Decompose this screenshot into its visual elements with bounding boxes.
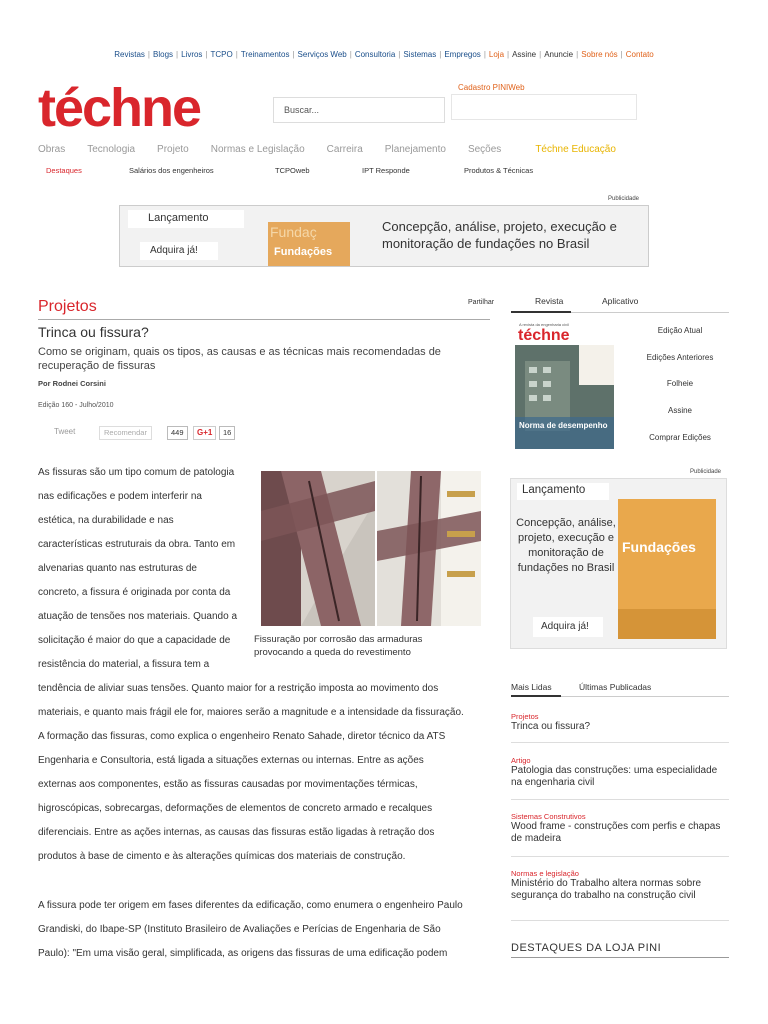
- cadastro-box[interactable]: [451, 94, 637, 120]
- recommend-button[interactable]: Recomendar: [99, 426, 152, 440]
- gplus-count: 16: [219, 426, 235, 440]
- magazine-cover[interactable]: [515, 321, 614, 449]
- top-nav-contato[interactable]: Contato: [625, 49, 654, 59]
- tab-revista-underline: [511, 311, 571, 313]
- list-item-category: Artigo: [511, 756, 531, 765]
- top-nav-consultoria[interactable]: Consultoria: [354, 49, 396, 59]
- sidebar-ad-label: Publicidade: [690, 469, 722, 475]
- list-item[interactable]: [511, 812, 726, 845]
- top-nav-blogs[interactable]: Blogs: [153, 49, 174, 59]
- sidebar-banner-launch: Lançamento: [517, 483, 609, 500]
- sidebar-banner-book: [618, 499, 716, 639]
- book-band: [618, 609, 716, 639]
- body-line: concreto, a fissura é originada por conta da: [38, 587, 231, 598]
- list-divider: [511, 856, 729, 857]
- top-nav-livros[interactable]: Livros: [181, 49, 203, 59]
- top-nav: Revistas | Blogs | Livros | TCPO | Treinamentos | Serviços Web | Consultoria | Sistemas | Empregos | Loja | Assine | Anuncie | Sobre nós | Contato: [0, 46, 768, 62]
- sub-nav-tcpoweb[interactable]: TCPOweb: [275, 166, 310, 175]
- sidebar-banner-message: Concepção, análise, projeto, execução e monitoração de fundações no Brasil: [516, 517, 616, 574]
- body-line: resistência do material, a fissura tem a: [38, 659, 210, 670]
- sub-nav-destaques[interactable]: Destaques: [46, 166, 82, 175]
- body-line: externas aos componentes, estão as fissuras causadas por movimentações térmicas,: [38, 779, 418, 790]
- body-line: alvenarias quanto nas estruturas de: [38, 563, 197, 574]
- body-line: diferenciais. Entre as ações internas, as causas das fissuras estão ligadas à retração dos: [38, 827, 435, 838]
- top-nav-assine[interactable]: Assine: [512, 49, 537, 59]
- list-divider: [511, 920, 729, 921]
- list-item-title[interactable]: Trinca ou fissura?: [511, 721, 591, 732]
- section-divider: [38, 319, 490, 320]
- site-logo[interactable]: téchne: [38, 78, 201, 138]
- banner-book-faded-title: Fundaç: [270, 224, 317, 240]
- article-body-para2: [38, 894, 498, 966]
- destaques-divider: [511, 957, 729, 958]
- main-nav-projeto[interactable]: Projeto: [157, 144, 189, 155]
- body-line: Engenharia e Consultoria, está ligada a situações externas ou internas. Entre as ações: [38, 755, 424, 766]
- main-nav-planejamento[interactable]: Planejamento: [384, 144, 446, 155]
- list-item-category: Projetos: [511, 712, 539, 721]
- body-line: A formação das fissuras, como explica o engenheiro Renato Sahade, diretor técnico da ATS: [38, 731, 446, 742]
- list-item-category: Sistemas Construtivos: [511, 812, 586, 821]
- search-input[interactable]: Buscar...: [273, 97, 445, 123]
- body-line: tendência de aliviar suas tensões. Quanto maior for a restrição imposta ao movimento dos: [38, 683, 439, 694]
- top-nav-revistas[interactable]: Revistas: [114, 49, 145, 59]
- top-nav-anuncie[interactable]: Anuncie: [544, 49, 574, 59]
- main-nav-obras[interactable]: Obras: [38, 144, 66, 155]
- ad-label: Publicidade: [608, 196, 640, 202]
- body-line: Grandiski, do Ibape-SP (Instituto Brasileiro de Avaliações e Perícias de Engenharia de São: [38, 924, 441, 935]
- banner-buy-button[interactable]: Adquira já!: [140, 242, 218, 260]
- tab-mais-lidas[interactable]: Mais Lidas: [511, 682, 552, 692]
- tweet-button[interactable]: Tweet: [54, 427, 76, 436]
- edicoes-anteriores-link[interactable]: Edições Anteriores: [646, 353, 714, 362]
- top-ad-banner[interactable]: [119, 205, 649, 267]
- gplus-button[interactable]: G+1: [193, 426, 216, 440]
- banner-launch-label: Lançamento: [128, 210, 244, 228]
- main-nav-normas[interactable]: Normas e Legislação: [210, 144, 305, 155]
- tab-revista[interactable]: Revista: [535, 296, 564, 306]
- main-nav-tecnologia[interactable]: Tecnologia: [87, 144, 136, 155]
- body-line: As fissuras são um tipo comum de patologia: [38, 467, 235, 478]
- body-line: produtos à base de cimento e às alterações químicas dos materiais de construção.: [38, 851, 406, 862]
- tab-ultimas-publicadas[interactable]: Últimas Publicadas: [579, 682, 652, 692]
- top-nav-servicos-web[interactable]: Serviços Web: [297, 49, 347, 59]
- sub-nav-produtos[interactable]: Produtos & Técnicas: [464, 166, 534, 175]
- list-item[interactable]: [511, 756, 726, 789]
- recommend-count: 449: [167, 426, 188, 440]
- article-body-full: [38, 677, 498, 869]
- top-nav-treinamentos[interactable]: Treinamentos: [240, 49, 290, 59]
- body-line: características estruturais da obra. Tanto em: [38, 539, 236, 550]
- cadastro-link[interactable]: Cadastro PINIWeb: [458, 83, 525, 92]
- list-item[interactable]: [511, 869, 726, 902]
- folheie-link[interactable]: Folheie: [666, 379, 694, 388]
- list-item-category: Normas e legislação: [511, 869, 579, 878]
- body-line: solicitação é maior do que a capacidade de: [38, 635, 231, 646]
- share-label[interactable]: Partilhar: [468, 299, 495, 306]
- body-line: nas edificações e podem interferir na: [38, 491, 202, 502]
- list-item[interactable]: [511, 712, 726, 733]
- article-title: Trinca ou fissura?: [38, 324, 149, 340]
- list-item-title[interactable]: Patologia das construções: uma especialidade na engenharia civil: [511, 765, 718, 788]
- tab-mais-lidas-underline: [511, 695, 561, 697]
- photo-caption: Fissuração por corrosão das armaduras provocando a queda do revestimento: [254, 634, 423, 658]
- top-nav-sistemas[interactable]: Sistemas: [403, 49, 437, 59]
- sidebar-banner-buy-button[interactable]: Adquira já!: [533, 617, 603, 637]
- main-nav: [38, 144, 638, 160]
- list-divider: [511, 799, 729, 800]
- sub-nav-salarios[interactable]: Salários dos engenheiros: [129, 166, 214, 175]
- sidebar-ad-banner[interactable]: [510, 478, 727, 649]
- cover-kicker: A revista da engenharia civil: [519, 322, 569, 327]
- article-author[interactable]: Por Rodnei Corsini: [38, 379, 106, 388]
- cracked-columns-image: [261, 471, 481, 626]
- top-nav-empregos[interactable]: Empregos: [444, 49, 481, 59]
- article-photo: [261, 471, 481, 626]
- top-nav-loja[interactable]: Loja: [488, 49, 505, 59]
- list-divider: [511, 742, 729, 743]
- sub-nav-ipt-responde[interactable]: IPT Responde: [362, 166, 410, 175]
- body-line: A fissura pode ter origem em fases diferentes da edificação, como enumera o engenheiro Paulo: [38, 900, 463, 911]
- article-edition[interactable]: Edição 160 - Julho/2010: [38, 402, 114, 409]
- edicao-atual-link[interactable]: Edição Atual: [657, 326, 703, 335]
- top-nav-tcpo[interactable]: TCPO: [210, 49, 233, 59]
- banner-message: Concepção, análise, projeto, execução e monitoração de fundações no Brasil: [382, 219, 617, 251]
- comprar-edicoes-link[interactable]: Comprar Edições: [649, 433, 711, 442]
- section-title[interactable]: Projetos: [38, 298, 97, 315]
- cover-logo: téchne: [518, 327, 570, 344]
- sidebar-book-title: Fundações: [622, 539, 696, 555]
- assine-link[interactable]: Assine: [667, 406, 692, 415]
- body-line: estética, na durabilidade e nas: [38, 515, 174, 526]
- main-nav-techne-educacao[interactable]: Téchne Educação: [535, 144, 616, 155]
- main-nav-carreira[interactable]: Carreira: [326, 144, 363, 155]
- list-item-title[interactable]: Wood frame - construções com perfis e chapas de madeira: [511, 821, 721, 844]
- body-line: higroscópicas, sobrecargas, deformações de elementos de concreto armado e recalques: [38, 803, 433, 814]
- top-nav-sobre-nos[interactable]: Sobre nós: [581, 49, 618, 59]
- cover-headline: Norma de desempenho: [519, 421, 608, 430]
- body-line: Paulo): "Em uma visão geral, simplificada, as origens das fissuras de uma edificação podem: [38, 948, 448, 959]
- list-item-title[interactable]: Ministério do Trabalho altera normas sobre segurança do trabalho na construção civil: [511, 878, 702, 901]
- tab-aplicativo[interactable]: Aplicativo: [602, 296, 639, 306]
- body-line: atuação de tensões nos materiais. Quando a: [38, 611, 238, 622]
- article-subtitle: Como se originam, quais os tipos, as causas e as técnicas mais recomendadas de recuperação de fissuras: [38, 346, 441, 372]
- body-line: materiais, e quanto mais frágil ele for, maiores serão a magnitude e a intensidade da fissuração.: [38, 707, 464, 718]
- banner-book-image: [268, 222, 350, 266]
- banner-book-title: Fundações: [274, 246, 333, 258]
- destaques-heading: DESTAQUES DA LOJA PINI: [511, 942, 662, 954]
- main-nav-secoes[interactable]: Seções: [467, 144, 502, 155]
- article-body-wrapped: [38, 461, 248, 677]
